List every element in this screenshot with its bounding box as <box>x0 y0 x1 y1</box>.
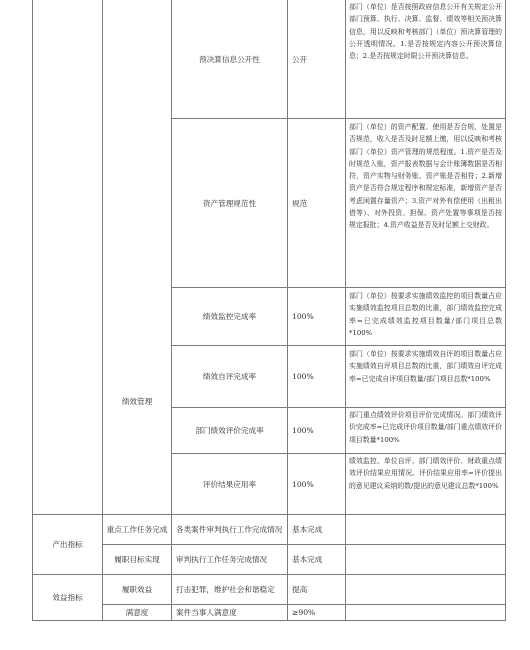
indicator-value: 100% <box>292 372 314 381</box>
indicator-name: 各类案件审判执行工作完成情况 <box>176 525 283 534</box>
grid-line <box>505 0 506 620</box>
group-label: 绩效管理 <box>121 396 153 406</box>
indicator-name: 部门绩效评价完成率 <box>195 426 264 435</box>
indicator-description: 部门重点绩效评价项目评价完成情况。部门绩效评价完成率=已完成评价项目数量/部门重点绩效评价项目数量*100% <box>349 411 502 444</box>
indicator-name: 预决算信息公开性 <box>199 54 260 64</box>
indicator-value: 规范 <box>292 198 308 208</box>
indicator-value: ≥90% <box>292 608 316 617</box>
sub-indicator: 重点工作任务完成 <box>106 525 168 534</box>
indicator-value: 公开 <box>292 54 308 64</box>
indicator-name: 打击犯罪，维护社会和谐稳定 <box>176 585 275 594</box>
sub-indicator: 履职目标实现 <box>114 555 160 564</box>
indicator-name: 绩效自评完成率 <box>202 372 257 381</box>
indicator-value: 100% <box>292 479 314 489</box>
indicator-value: 100% <box>292 312 314 321</box>
indicator-description: 部门（单位）按要求实施绩效监控的项目数量占应实施绩效监控项目总数的比重，部门绩效监控完成率=已完成绩效监控项目数量/部门项目总数*100% <box>349 292 502 337</box>
indicator-name: 绩效监控完成率 <box>202 312 257 321</box>
indicator-name: 评价结果应用率 <box>202 479 257 489</box>
indicator-value: 100% <box>292 426 314 435</box>
indicator-name: 资产管理规范性 <box>202 198 257 208</box>
indicator-value: 基本完成 <box>292 555 323 564</box>
grid-line <box>32 620 506 621</box>
indicator-name: 审判执行工作任务完成情况 <box>176 555 268 564</box>
indicator-description: 部门（单位）是否按照政府信息公开有关规定公开部门预算、执行、决算、监督、绩效等相关预决算信息，用以反映和考核部门（单位）预决算管理的公开透明情况。1.是否按规定内容公开预决算信息；2.是否按规定时限公开预决算信息。 <box>349 3 502 61</box>
indicator-name: 案件当事人满意度 <box>176 608 237 617</box>
indicator-description: 部门（单位）的资产配置、使用是否合规，处置是否规范，收入是否及时足额上缴，用以反映和考核部门（单位）资产管理的规范程度。1.资产是否及时规范入账，资产报表数据与会计账簿数据是否相符，资产实物与财务账、资产账是否相符；2.新增资产是否符合规定程序和规定标准，新增资产是否考虑闲置存量资产；3.资产对外有偿使用（出租出借等）、对外投资、担保、资产处置等事项是否按规定报批；4.资产收益是否及时足额上交财政。 <box>349 123 502 230</box>
indicator-description: 部门（单位）按要求实施绩效自评的项目数量占应实施绩效自评项目总数的比重，部门绩效自评完成率=已完成自评项目数量/部门项目总数*100% <box>349 350 502 383</box>
sub-indicator: 满意度 <box>125 608 149 617</box>
indicator-value: 提高 <box>292 585 308 594</box>
indicator-value: 基本完成 <box>292 525 323 534</box>
indicator-description: 绩效监控、单位自评、部门绩效评价、财政重点绩效评价结果应用情况。评价结果应用率=评价提出的意见建议采纳的数/提出的意见建议总数*100% <box>349 457 502 490</box>
sub-indicator: 履职效益 <box>121 585 153 594</box>
group-label: 产出指标 <box>52 540 83 549</box>
group-label: 效益指标 <box>52 593 83 602</box>
